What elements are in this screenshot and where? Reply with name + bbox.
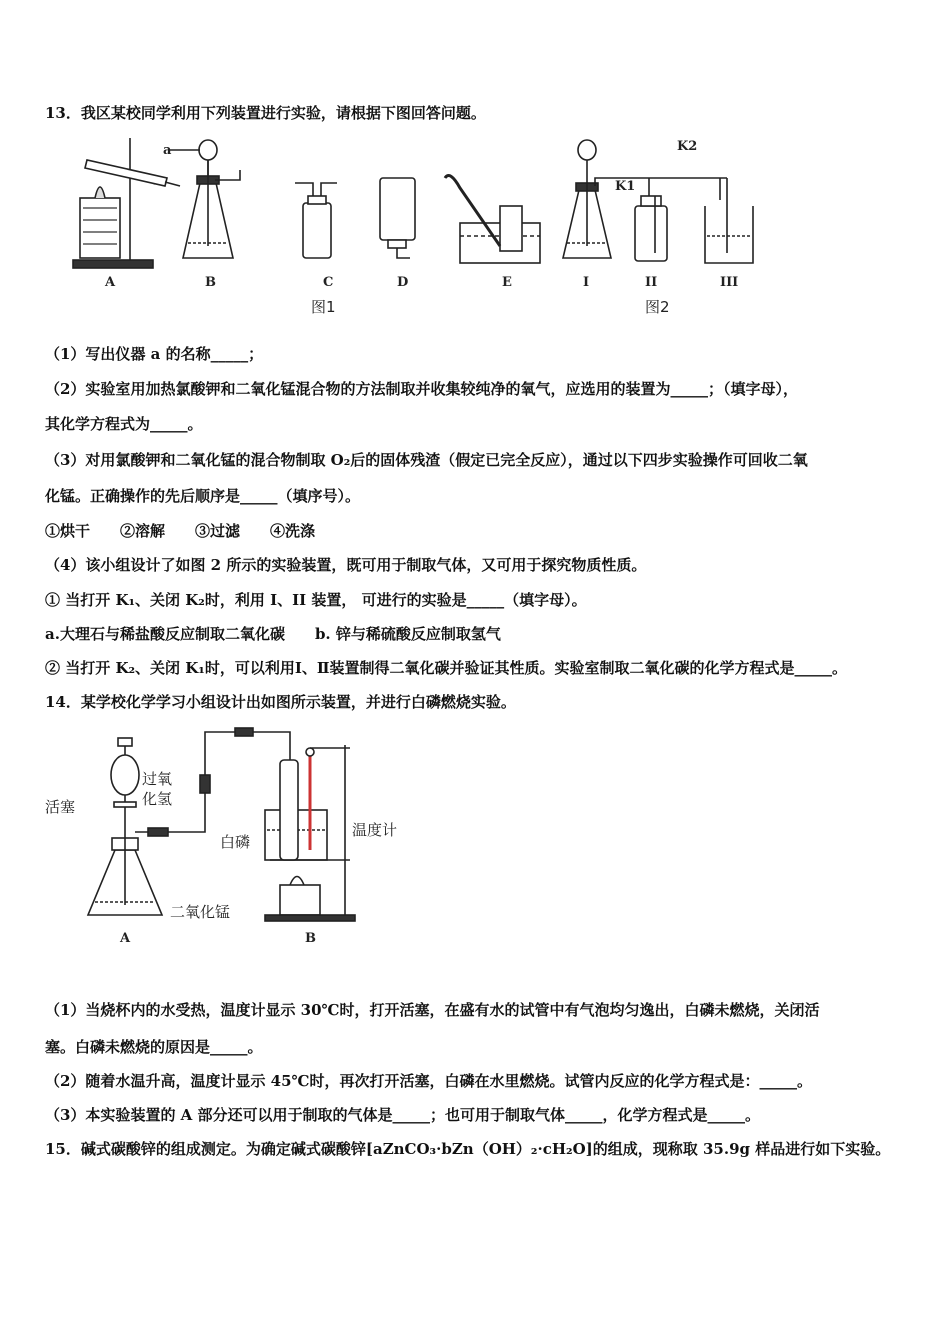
apparatus-d [380, 178, 415, 258]
q13-part4-options: a.大理石与稀盐酸反应制取二氧化碳 b. 锌与稀硫酸反应制取氢气 [45, 625, 501, 643]
label-14a: A [120, 931, 131, 946]
fig1-label-e: E [502, 275, 512, 290]
q14-part1b: 塞。白磷未燃烧的原因是_____。 [45, 1038, 263, 1056]
q13-part2b: 其化学方程式为_____。 [45, 415, 203, 433]
q13-part4: （4）该小组设计了如图 2 所示的实验装置，既可用于制取气体，又可用于探究物质性质。 [45, 556, 647, 574]
fig2-label-ii: II [645, 275, 658, 290]
fig1-label-d: D [397, 275, 409, 290]
q13-operations: ①烘干 ②溶解 ③过滤 ④洗涤 [45, 522, 316, 540]
q13-figure [55, 128, 755, 328]
q13-part1: （1）写出仪器 a 的名称_____； [45, 345, 264, 363]
label-k1: K1 [615, 179, 636, 194]
q14-part1a: （1）当烧杯内的水受热，温度计显示 30℃时，打开活塞，在盛有水的试管中有气泡均匀逸出，白磷未燃烧，关闭活 [45, 1001, 820, 1019]
q13-part2a: （2）实验室用加热氯酸钾和二氧化锰混合物的方法制取并收集较纯净的氧气，应选用的装置为_____；（填字母）， [45, 380, 798, 398]
label-k2: K2 [677, 139, 698, 154]
fig2-label-iii: III [720, 275, 739, 290]
label-h2o2-2: 化氢 [142, 790, 173, 808]
fig1-label-b: B [205, 275, 216, 290]
label-thermometer: 温度计 [352, 821, 398, 839]
q14-title: 14．某学校化学学习小组设计出如图所示装置，并进行白磷燃烧实验。 [45, 693, 516, 711]
apparatus-c [295, 183, 337, 258]
label-white-phosphorus: 白磷 [220, 833, 251, 851]
fig2-label-i: I [583, 275, 590, 290]
label-14b: B [305, 931, 316, 946]
apparatus-14a [88, 728, 290, 915]
apparatus-ii [635, 178, 667, 261]
q13-part4-1: ① 当打开 K₁、关闭 K₂时，利用 I、II 装置， 可进行的实验是_____（填字母）。 [45, 591, 587, 609]
q15-title: 15．碱式碳酸锌的组成测定。为确定碱式碳酸锌[aZnCO₃·bZn（OH）₂·cH₂O]的组成，现称取 35.9g 样品进行如下实验。 [45, 1140, 891, 1158]
label-a: a [163, 143, 172, 158]
q13-title: 13．我区某校同学利用下列装置进行实验，请根据下图回答问题。 [45, 104, 486, 122]
apparatus-14b [265, 745, 355, 921]
fig1-caption: 图1 [311, 298, 336, 316]
q13-part4-2: ② 当打开 K₂、关闭 K₁时，可以利用Ⅰ、Ⅱ装置制得二氧化碳并验证其性质。实验室制取二氧化碳的化学方程式是_____。 [45, 659, 848, 677]
fig1-label-a: A [105, 275, 116, 290]
fig2-caption: 图2 [645, 298, 670, 316]
label-h2o2-1: 过氧 [142, 770, 173, 788]
apparatus-iii [705, 178, 753, 263]
q14-figure [40, 720, 440, 950]
label-valve: 活塞 [45, 798, 76, 816]
label-mno2: 二氧化锰 [170, 903, 231, 921]
q14-part2: （2）随着水温升高，温度计显示 45℃时，再次打开活塞，白磷在水里燃烧。试管内反应的化学方程式是：_____。 [45, 1072, 813, 1090]
apparatus-b [170, 140, 240, 258]
fig1-label-c: C [323, 275, 334, 290]
q14-part3: （3）本实验装置的 A 部分还可以用于制取的气体是_____；也可用于制取气体_____，化学方程式是_____。 [45, 1106, 761, 1124]
apparatus-e [445, 176, 540, 263]
q13-part3a: （3）对用氯酸钾和二氧化锰的混合物制取 O₂后的固体残渣（假定已完全反应），通过以下四步实验操作可回收二氧 [45, 451, 808, 469]
q13-part3b: 化锰。正确操作的先后顺序是_____（填序号）。 [45, 487, 361, 505]
